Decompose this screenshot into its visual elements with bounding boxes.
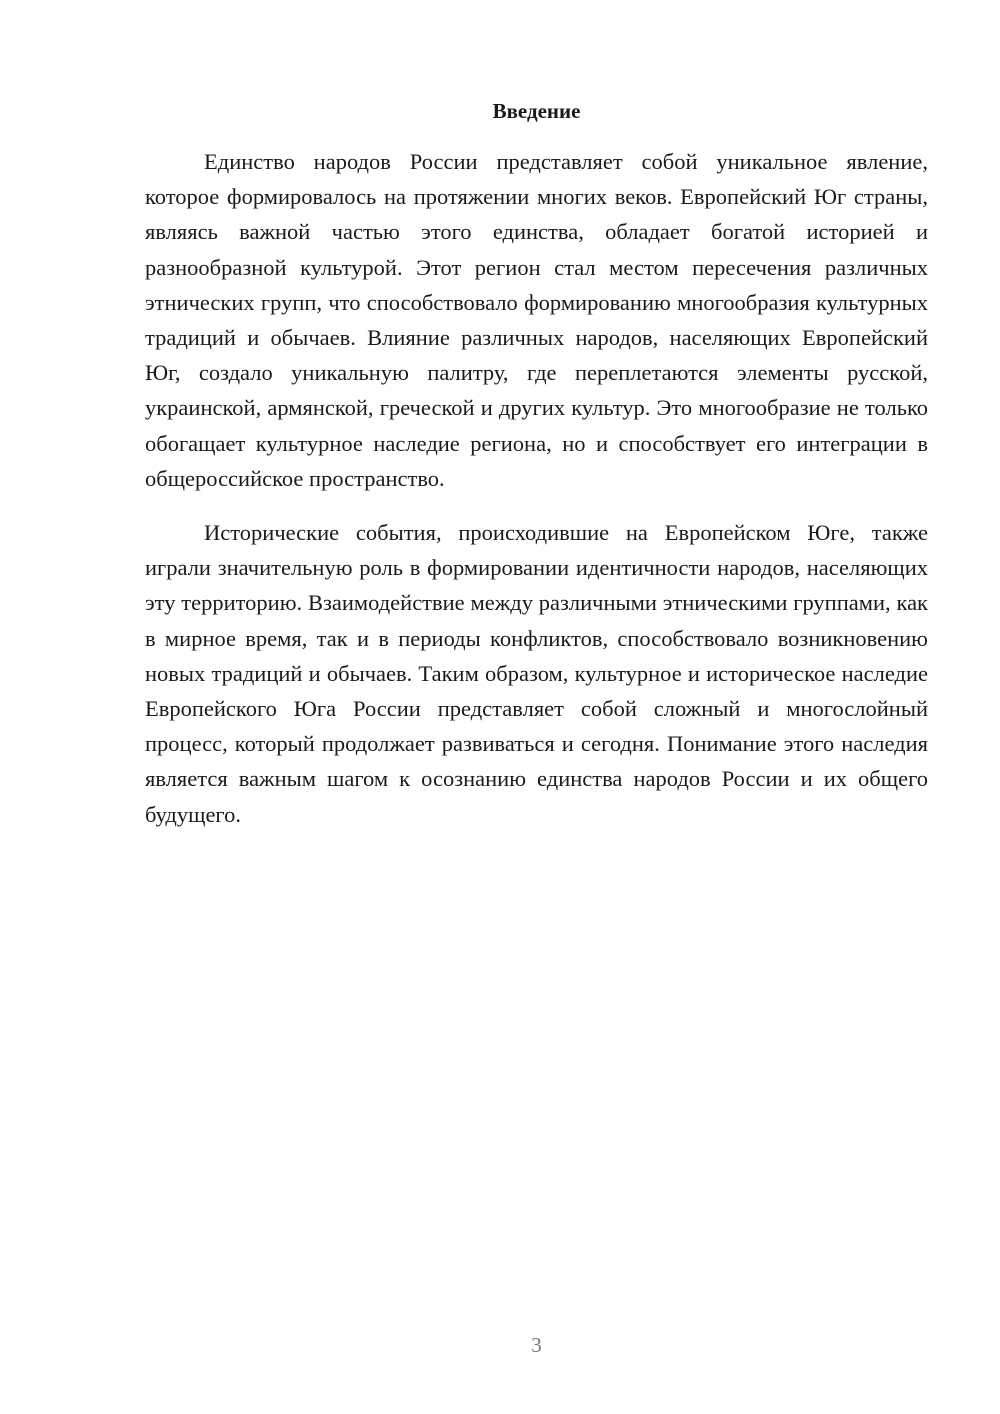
paragraph-1: Единство народов России представляет собой уникальное явление, которое формировалось на протяжении многих веков. Европейский Юг страны, являясь важной частью этого единства, обладает богатой историей и разнообразной культурой. Этот регион стал местом пересечения различных этнических групп, что способствовало формированию многообразия культурных традиций и обычаев. Влияние различных народов, населяющих Европейский Юг, создало уникальную палитру, где переплетаются элементы русской, украинской, армянской, греческой и других культур. Это многообразие не только обогащает культурное наследие региона, но и способствует его интеграции в общероссийское пространство.	[145, 149, 928, 491]
document-title: Введение	[492, 99, 581, 123]
paragraph-2: Исторические события, происходившие на Европейском Юге, также играли значительную роль в формировании идентичности народов, населяющих эту территорию. Взаимодействие между различными этническими группами, как в мирное время, так и в периоды конфликтов, способствовало возникновению новых традиций и обычаев. Таким образом, культурное и историческое наследие Европейского Юга России представляет собой сложный и многослойный процесс, который продолжает развиваться и сегодня. Понимание этого наследия является важным шагом к осознанию единства народов России и их общего будущего.	[145, 520, 928, 827]
page-number: 3	[531, 1333, 542, 1357]
document-page	[145, 96, 928, 832]
